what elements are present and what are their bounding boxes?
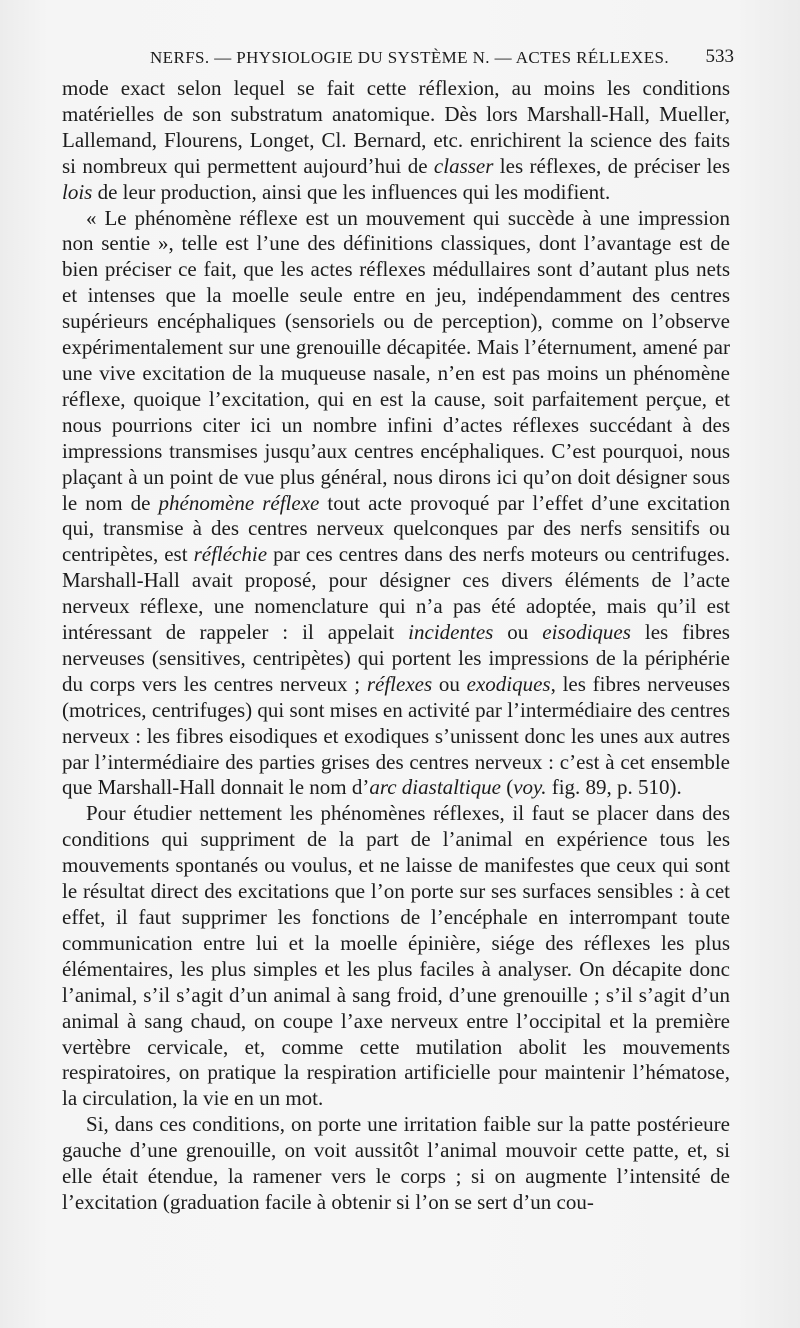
text-run: ou (432, 671, 467, 696)
paragraph (62, 801, 730, 1112)
italic-term: réflexes (366, 671, 433, 696)
body-text (62, 76, 730, 1216)
text-run: Si, dans ces conditions, on porte une irritation faible sur la patte postérieure gauche d’une grenouille, on voit aussitôt l’animal mouvoir cette patte, et, si elle était étendue, la ramener vers le corps ; si on augmente l’intensité de l’excitation (graduation facile à obtenir si l’on se sert d’un cou- (62, 1112, 730, 1214)
italic-term: réfléchie (193, 542, 268, 567)
text-run: par ces centres dans des nerfs moteurs ou centrifuges. Marshall-Hall avait proposé, pour désigner ces divers éléments de l’acte nerveux réflexe, une nomenclature qui n’a pas été adoptée, mais qu’il est intéressant de rappeler : il appelait (62, 542, 730, 645)
italic-term: eisodiques (542, 620, 631, 645)
text-run: « Le phénomène réflexe est un mouvement qui succède à une impression non sentie », telle est l’une des définitions classiques, dont l’avantage est de bien préciser ce fait, que les actes réflexes médullaires sont d’autant plus nets et intenses que la moelle seule entre en jeu, indépendamment des centres supérieurs encéphaliques (sensoriels ou de perception), comme on l’observe expérimentalement sur une grenouille décapitée. Mais l’éternument, amené par une vive excitation de la muqueuse nasale, n’en est pas moins un phénomène réflexe, quoique l’excitation, qui en est la cause, soit parfaitement perçue, et nous pourrions citer ici un nombre infini d’actes réflexes succédant à des impressions transmises jusqu’aux centres encéphaliques. C’est pourquoi, nous plaçant à un point de vue plus général, nous dirons ici qu’on doit désigner sous le nom de (62, 205, 730, 515)
text-run: ou (493, 620, 543, 645)
italic-term: lois (62, 179, 93, 204)
text-run: mode exact selon lequel se fait cette réflexion, au moins les conditions matérielles de son substratum anatomique. Dès lors Marshall-Hall, Mueller, Lallemand, Flourens, Longet, Cl. Bernard, etc. enrichirent la science des faits si nombreux qui permettent aujourd’hui de (62, 76, 730, 178)
text-run: Pour étudier nettement les phénomènes réflexes, il faut se placer dans des conditions qui suppriment de la part de l’animal en expérience tous les mouvements spontanés ou voulus, et ne laisse de manifestes que ceux qui sont le résultat direct des excitations que l’on porte sur ses surfaces sensibles : à cet effet, il faut supprimer les fonctions de l’encéphale en interrompant toute communication entre lui et la moelle épinière, siége des réflexes les plus élémentaires, les plus simples et les plus faciles à analyser. On décapite donc l’animal, s’il s’agit d’un animal à sang froid, d’une grenouille ; s’il s’agit d’un animal à sang chaud, on coupe l’axe nerveux entre l’occipital et la première vertèbre cervicale, et, comme cette mutilation abolit les mouvements respiratoires, on pratique la respiration artificielle pour maintenir l’hématose, la circulation, la vie en un mot. (62, 801, 730, 1111)
text-run: de leur production, ainsi que les influences qui les modifient. (92, 179, 611, 204)
text-run: fig. 89, p. 510). (546, 775, 682, 800)
running-head (66, 46, 734, 74)
italic-term: classer (433, 153, 494, 178)
italic-term: incidentes (408, 620, 494, 645)
page-number: 533 (705, 46, 734, 67)
paragraph (62, 206, 730, 802)
italic-term: voy. (513, 775, 547, 800)
italic-term: phénomène réflexe (158, 490, 320, 515)
paragraph (62, 76, 730, 206)
italic-term: exodiques (466, 671, 551, 696)
paragraph (62, 1112, 730, 1216)
italic-term: arc diastaltique (369, 775, 501, 800)
running-title: NERFS. — PHYSIOLOGIE DU SYSTÈME N. — ACTES RÉLLEXES. (150, 48, 670, 67)
text-run: , les fibres nerveuses (motrices, centrifuges) qui sont mises en activité par l’intermédiaire des centres nerveux : les fibres eisodiques et exodiques s’unissent donc les unes aux autres par l’intermédiaire des parties grises des centres nerveux : c’est à cet ensemble que Marshall-Hall donnait le nom d’ (62, 671, 730, 800)
text-run: les réflexes, de préciser les (493, 153, 730, 178)
text-run: les fibres nerveuses (sensitives, centripètes) qui portent les impressions de la périphérie du corps vers les centres nerveux ; (62, 620, 730, 696)
text-run: tout acte provoqué par l’effet d’une excitation qui, transmise à des centres nerveux quelconques par des nerfs sensitifs ou centripètes, est (62, 490, 730, 567)
text-run: ( (500, 775, 514, 800)
